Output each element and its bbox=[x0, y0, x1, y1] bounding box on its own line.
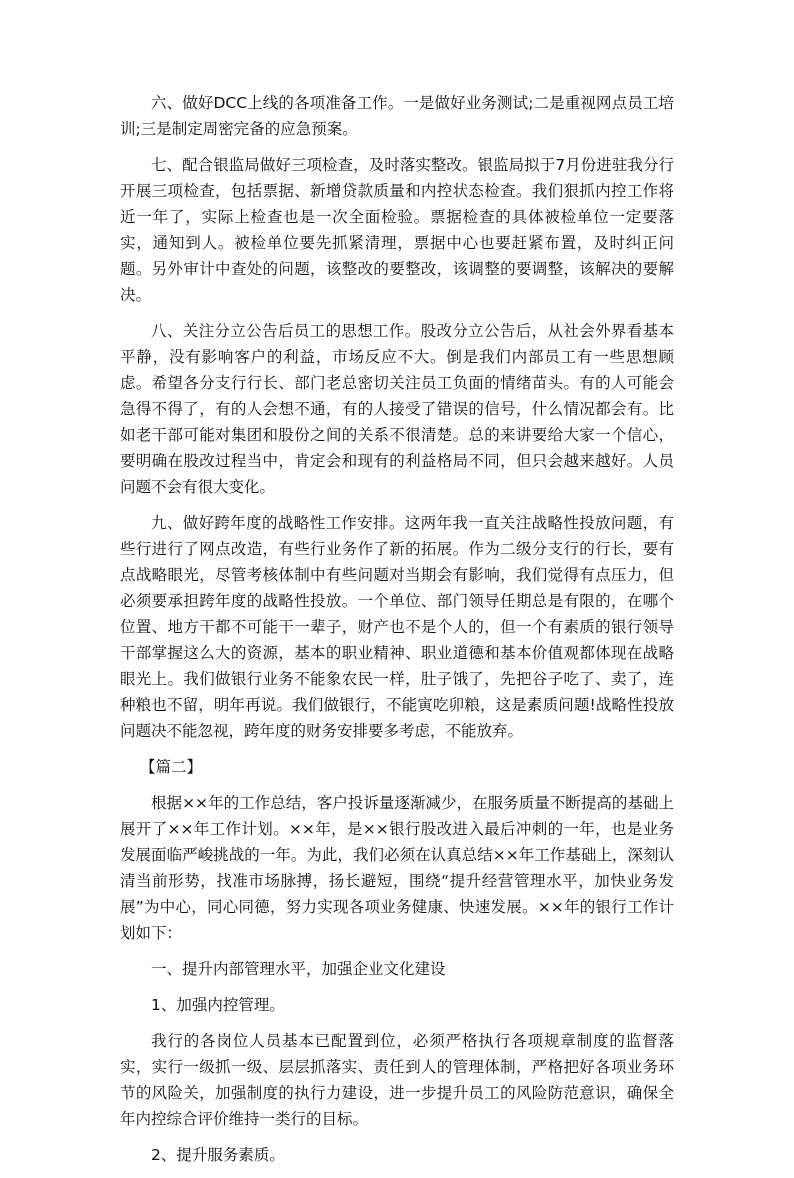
paragraph-internal-control: 我行的各岗位人员基本已配置到位，必须严格执行各项规章制度的监督落实，实行一级抓一级、层层抓落实、责任到人的管理体制，严格把好各项业务环节的风险关，加强制度的执行力建设，进一步提升员工的风险防范意识，确保全年内控综合评价维持一类行的目标。 bbox=[120, 1032, 674, 1128]
subheading-service-quality: 2、提升服务素质。 bbox=[151, 1146, 285, 1164]
paragraph-section-6: 六、做好DCC上线的各项准备工作。一是做好业务测试;二是重视网点员工培训;三是制定周密完备的应急预案。 bbox=[120, 94, 674, 138]
subheading-internal-control: 1、加强内控管理。 bbox=[151, 996, 285, 1014]
paragraph-intro: 根据××年的工作总结，客户投诉量逐渐减少，在服务质量不断提高的基础上展开了××年工作计划。××年，是××银行股改进入最后冲刺的一年，也是业务发展面临严峻挑战的一年。为此，我们必须在认真总结××年工作基础上，深刻认清当前形势，找准市场脉搏，扬长避短，围绕“提升经营管理水平，加快业务发展”为中心，同心同德，努力实现各项业务健康、快速发展。××年的银行工作计划如下： bbox=[120, 794, 674, 942]
paragraph-section-7: 七、配合银监局做好三项检查，及时落实整改。银监局拟于7月份进驻我分行开展三项检查，包括票据、新增贷款质量和内控状态检查。我们狠抓内控工作将近一年了，实际上检查也是一次全面检验。票据检查的具体被检单位一定要落实，通知到人。被检单位要先抓紧清理，票据中心也要赶紧布置，及时纠正问题。另外审计中查处的问题，该整改的要整改，该调整的要调整，该解决的要解决。 bbox=[120, 156, 674, 304]
paragraph-section-8: 八、关注分立公告后员工的思想工作。股改分立公告后，从社会外界看基本平静，没有影响客户的利益，市场反应不大。倒是我们内部员工有一些思想顾虑。希望各分支行行长、部门老总密切关注员工负面的情绪苗头。有的人可能会急得不得了，有的人会想不通，有的人接受了错误的信号，什么情况都会有。比如老干部可能对集团和股份之间的关系不很清楚。总的来讲要给大家一个信心，要明确在股改过程当中，肯定会和现有的利益格局不同，但只会越来越好。人员问题不会有很大变化。 bbox=[120, 322, 674, 496]
paragraph-section-9: 九、做好跨年度的战略性工作安排。这两年我一直关注战略性投放问题，有些行进行了网点改造，有些行业务作了新的拓展。作为二级分支行的行长，要有点战略眼光，尽管考核体制中有些问题对当期会有影响，我们觉得有点压力，但必须要承担跨年度的战略性投放。一个单位、部门领导任期总是有限的，在哪个位置、地方干都不可能干一辈子，财产也不是个人的，但一个有素质的银行领导干部掌握这么大的资源，基本的职业精神、职业道德和基本价值观都体现在战略眼光上。我们做银行业务不能象农民一样，肚子饿了，先把谷子吃了、卖了，连种粮也不留，明年再说。我们做银行，不能寅吃卯粮，这是素质问题!战略性投放问题决不能忽视，跨年度的财务安排要多考虑，不能放弃。 bbox=[120, 514, 674, 740]
document-page bbox=[120, 90, 674, 1178]
subheading-internal-management: 一、提升内部管理水平，加强企业文化建设 bbox=[151, 960, 446, 978]
section-heading-part-two: 【篇二】 bbox=[140, 758, 203, 776]
